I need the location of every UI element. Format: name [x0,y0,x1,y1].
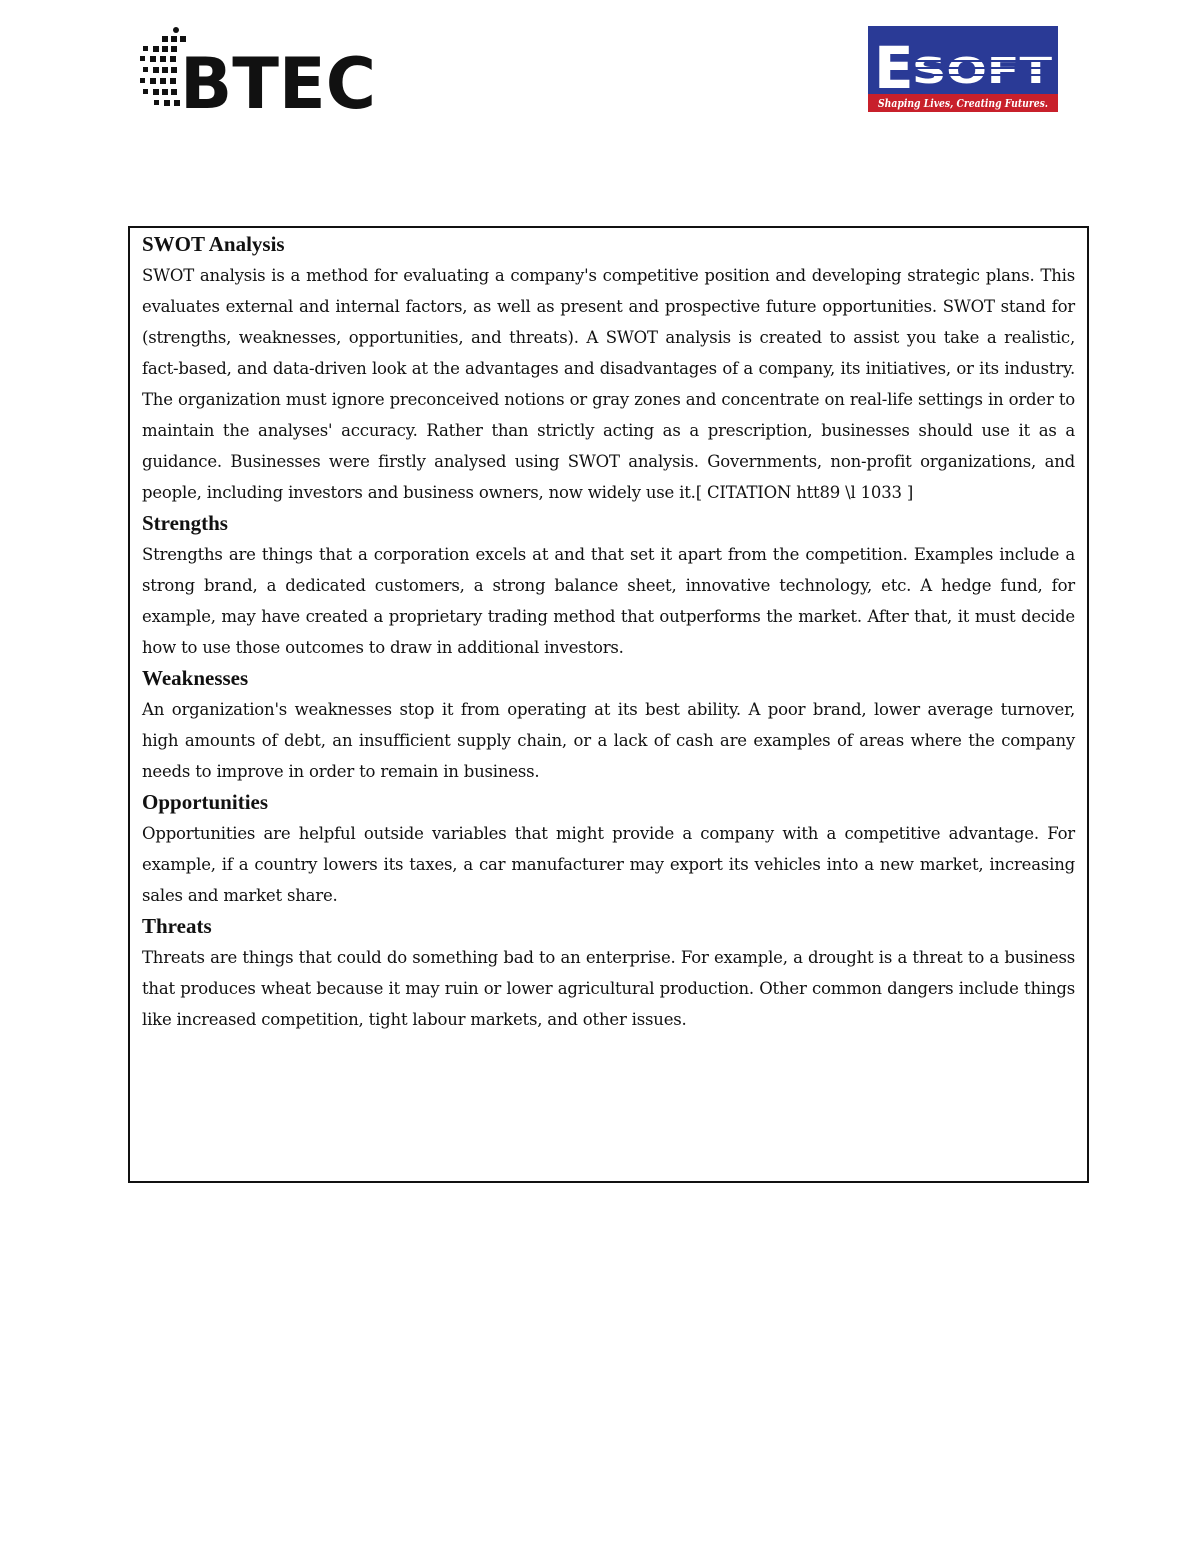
esoft-wordmark-soft: SOFT [912,51,1053,92]
btec-logo-icon [140,26,380,125]
section-body: An organization's weaknesses stop it from operating at its best ability. A poor brand, lower average turnover, high amounts of debt, an insufficient supply chain, or a lack of cash are examples of areas where the company needs to improve in order to remain in business. [142,700,1075,781]
swot-content-box [128,226,1089,1183]
section-body: SWOT analysis is a method for evaluating a company's competitive position and developing strategic plans. This evaluates external and internal factors, as well as present and prospective future opportunities. SWOT stand for (strengths, weaknesses, opportunities, and threats). A SWOT analysis is created to assist you take a realistic, fact-based, and data-driven look at the advantages and disadvantages of a company, its initiatives, or its industry. The organization must ignore preconceived notions or gray zones and concentrate on real-life settings in order to maintain the analyses' accuracy. Rather than strictly acting as a prescription, businesses should use it as a guidance. Businesses were firstly analysed using SWOT analysis. Governments, non-profit organizations, and people, including investors and business owners, now widely use it.[ CITATION htt89 \l 1033 ] [142,266,1075,502]
section-heading: Strengths [142,511,228,535]
section-body: Strengths are things that a corporation excels at and that set it apart from the competition. Examples include a strong brand, a dedicated customers, a strong balance sheet, innovative technology, etc. A hedge fund, for example, may have created a proprietary trading method that outperforms the market. After that, it must decide how to use those outcomes to draw in additional investors. [142,545,1075,657]
section-opportunities [142,787,1075,911]
esoft-logo [868,26,1060,114]
esoft-letter-e: E [874,34,914,102]
section-heading: Opportunities [142,790,269,814]
section-heading: SWOT Analysis [142,232,285,256]
esoft-logo-icon [868,26,1060,114]
btec-wordmark: BTEC [180,43,376,125]
btec-logo [140,26,380,125]
section-weaknesses [142,663,1075,787]
section-body: Threats are things that could do something bad to an enterprise. For example, a drought is a threat to a business that produces wheat because it may ruin or lower agricultural production. Other common dangers include things like increased competition, tight labour markets, and other issues. [142,948,1075,1029]
section-threats [142,911,1075,1035]
section-body: Opportunities are helpful outside variables that might provide a company with a competitive advantage. For example, if a country lowers its taxes, a car manufacturer may export its vehicles into a new market, increasing sales and market share. [142,824,1075,905]
esoft-tagline: Shaping Lives, Creating Futures. [878,97,1049,110]
section-heading: Threats [142,914,212,938]
section-swot-analysis [142,229,1075,508]
section-strengths [142,508,1075,663]
section-heading: Weaknesses [142,666,249,690]
